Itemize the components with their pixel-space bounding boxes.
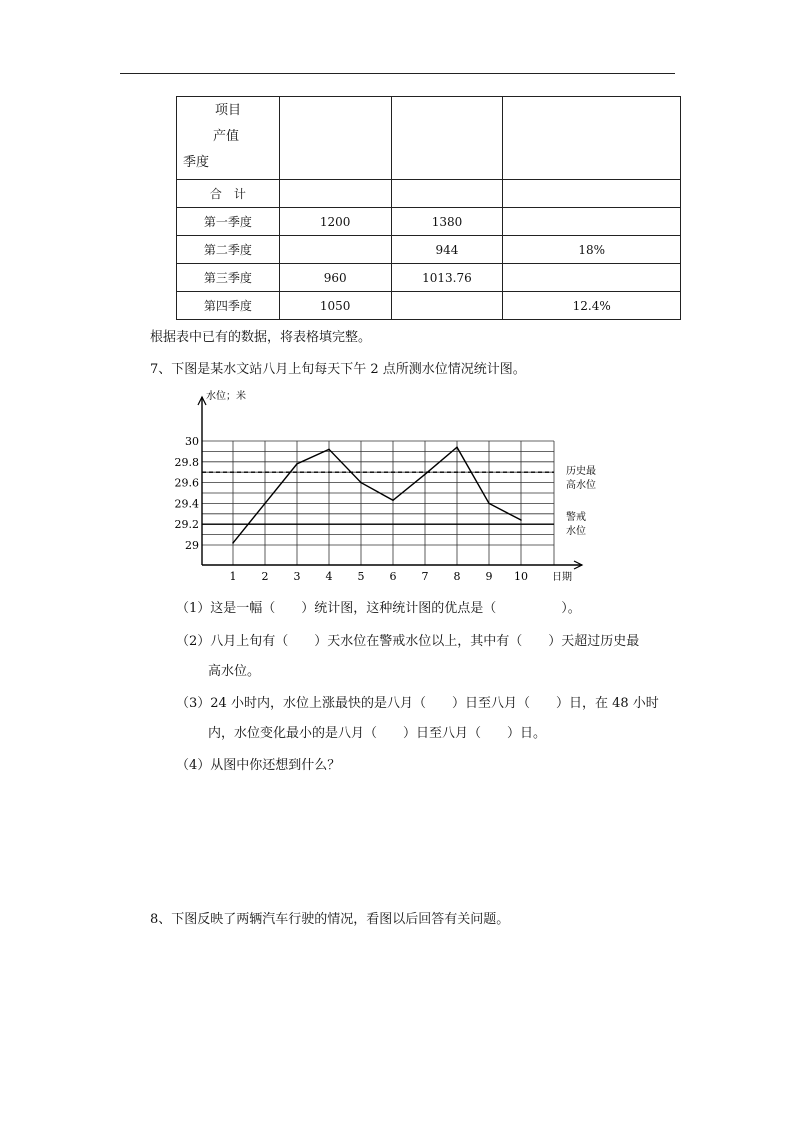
table-cell xyxy=(503,180,681,208)
table-row xyxy=(177,180,681,208)
data-point xyxy=(424,473,426,475)
x-tick-label: 2 xyxy=(261,570,269,583)
x-tick-label: 3 xyxy=(293,570,301,583)
top-rule xyxy=(120,73,675,74)
table-cell xyxy=(279,236,391,264)
reference-label: 高水位 xyxy=(566,480,596,492)
x-tick-label: 1 xyxy=(229,570,237,583)
table-cell xyxy=(391,180,503,208)
x-tick-label: 7 xyxy=(421,570,429,583)
data-point xyxy=(520,519,522,521)
header-item-label: 项目 xyxy=(215,103,242,118)
question-8-title: 8、下图反映了两辆汽车行驶的情况，看图以后回答有关问题。 xyxy=(150,912,510,927)
data-point xyxy=(360,482,362,484)
data-point xyxy=(232,542,234,544)
question-7-part-2-line-2: 高水位。 xyxy=(208,664,261,679)
table-row xyxy=(177,292,681,320)
reference-label: 历史最 xyxy=(566,466,596,478)
question-7-title: 7、下图是某水文站八月上旬每天下午 2 点所测水位情况统计图。 xyxy=(150,362,526,377)
question-7-part-4: （4）从图中你还想到什么？ xyxy=(176,758,341,773)
y-axis-label: 水位；米 xyxy=(206,391,246,402)
row-label: 第一季度 xyxy=(177,208,280,236)
x-axis-label: 日期 xyxy=(552,572,572,583)
table-row xyxy=(177,236,681,264)
row-label: 第二季度 xyxy=(177,236,280,264)
question-7-part-2-line-1: （2）八月上旬有（ ）天水位在警戒水位以上，其中有（ ）天超过历史最 xyxy=(176,634,640,649)
question-7-part-3-line-1: （3）24 小时内，水位上涨最快的是八月（ ）日至八月（ ）日，在 48 小时 xyxy=(176,696,659,711)
y-tick-label: 29.4 xyxy=(174,497,199,511)
production-table xyxy=(176,96,681,320)
y-tick-label: 29.8 xyxy=(174,455,199,469)
y-tick-label: 30 xyxy=(185,435,199,448)
series-line xyxy=(232,446,522,543)
header-col-1 xyxy=(279,97,391,180)
diagonal-header-cell xyxy=(177,97,280,180)
x-tick-label: 6 xyxy=(389,570,397,583)
table-cell: 1050 xyxy=(279,292,391,320)
table-cell xyxy=(391,292,503,320)
x-tick-label: 9 xyxy=(485,570,493,583)
row-label: 第三季度 xyxy=(177,264,280,292)
table-row xyxy=(177,208,681,236)
table-cell: 944 xyxy=(391,236,503,264)
x-tick-label: 5 xyxy=(357,570,365,583)
y-tick-label: 29.6 xyxy=(174,476,199,490)
data-point xyxy=(328,449,330,451)
x-tick-label: 10 xyxy=(514,570,528,583)
data-point xyxy=(456,446,458,448)
table-cell: 18% xyxy=(503,236,681,264)
header-season-label: 季度 xyxy=(183,155,210,170)
chart-grid xyxy=(202,441,554,565)
header-value-label: 产值 xyxy=(213,129,240,144)
table-header-row xyxy=(177,97,681,180)
table-cell: 1200 xyxy=(279,208,391,236)
data-point xyxy=(392,499,394,501)
row-label: 合 计 xyxy=(177,180,280,208)
row-label: 第四季度 xyxy=(177,292,280,320)
question-7-part-1: （1）这是一幅（ ）统计图，这种统计图的优点是（ ）。 xyxy=(176,601,581,616)
header-col-2 xyxy=(391,97,503,180)
table-instruction: 根据表中已有的数据，将表格填完整。 xyxy=(150,330,372,345)
x-tick-label: 8 xyxy=(453,570,461,583)
water-level-chart xyxy=(174,385,610,585)
table-cell: 960 xyxy=(279,264,391,292)
data-point xyxy=(264,503,266,505)
y-tick-label: 29 xyxy=(185,539,199,552)
table-cell xyxy=(503,208,681,236)
table-cell: 12.4% xyxy=(503,292,681,320)
data-point xyxy=(296,463,298,465)
y-tick-label: 29.2 xyxy=(174,518,199,532)
table-cell: 1380 xyxy=(391,208,503,236)
reference-lines xyxy=(202,464,596,537)
table-cell xyxy=(279,180,391,208)
table-cell xyxy=(503,264,681,292)
question-7-part-3-line-2: 内，水位变化最小的是八月（ ）日至八月（ ）日。 xyxy=(208,726,547,741)
reference-label: 水位 xyxy=(566,526,586,538)
x-tick-label: 4 xyxy=(325,570,333,583)
tick-labels xyxy=(175,389,573,583)
table-row xyxy=(177,264,681,292)
data-point xyxy=(488,503,490,505)
table-cell: 1013.76 xyxy=(391,264,503,292)
header-col-3 xyxy=(503,97,681,180)
reference-label: 警戒 xyxy=(566,512,586,524)
